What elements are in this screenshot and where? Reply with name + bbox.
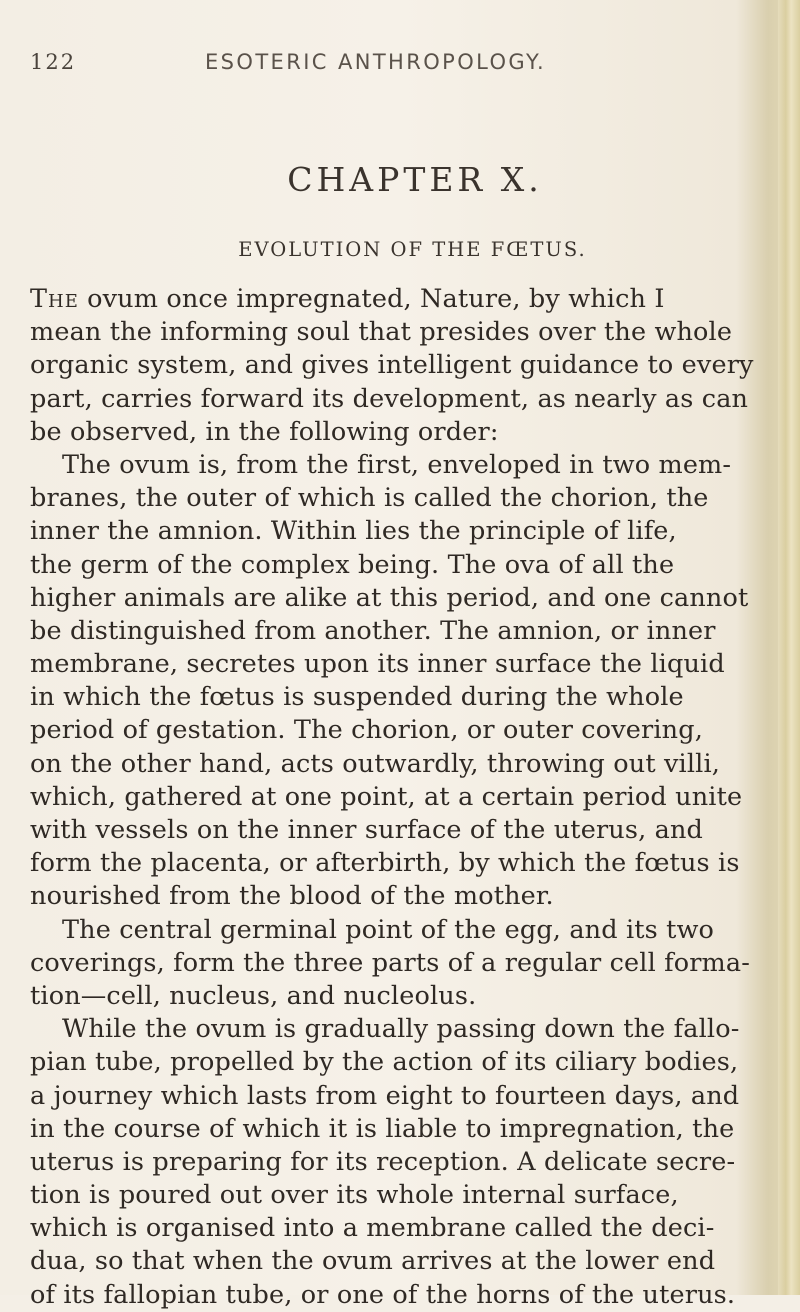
line-text: of its fallopian tube, or one of the horns of the uterus. bbox=[30, 1279, 736, 1310]
line-text: with vessels on the inner surface of the uterus, and bbox=[30, 815, 704, 845]
text-line bbox=[30, 615, 722, 648]
text-line bbox=[30, 648, 725, 681]
text-line bbox=[30, 383, 749, 416]
text-line bbox=[30, 1113, 735, 1146]
line-text: which, gathered at one point, at a certain period unite bbox=[30, 781, 743, 812]
text-line bbox=[30, 947, 751, 980]
text-line bbox=[30, 748, 722, 781]
body-text bbox=[30, 283, 754, 1312]
text-line bbox=[30, 681, 722, 714]
line-text: in the course of which it is liable to impregnation, the bbox=[30, 1113, 735, 1144]
chapter-title: CHAPTER X. bbox=[287, 160, 543, 199]
page-header bbox=[30, 50, 730, 90]
line-text: tion is poured out over its whole internal surface, bbox=[30, 1180, 679, 1211]
text-line bbox=[30, 1046, 739, 1079]
text-line bbox=[30, 582, 749, 615]
line-text: pian tube, propelled by the action of its ciliary bodies, bbox=[30, 1047, 739, 1078]
line-text: be distinguished from another. The amnion, or inner bbox=[30, 615, 716, 646]
drop-word: The bbox=[30, 284, 79, 314]
line-text: The central germinal point of the egg, and its two bbox=[62, 914, 715, 945]
text-line bbox=[30, 515, 722, 548]
text-line bbox=[30, 1013, 740, 1046]
text-line bbox=[30, 349, 754, 382]
line-text: a journey which lasts from eight to fourteen days, and bbox=[30, 1080, 740, 1111]
line-text: on the other hand, acts outwardly, throwing out villi, bbox=[30, 748, 721, 779]
line-text: The ovum is, from the first, enveloped in two mem- bbox=[62, 449, 732, 480]
text-line bbox=[30, 814, 722, 847]
line-text: period of gestation. The chorion, or outer covering, bbox=[30, 715, 703, 746]
text-line bbox=[30, 1179, 722, 1212]
text-line bbox=[30, 416, 722, 449]
line-text: the germ of the complex being. The ova of all the bbox=[30, 549, 675, 580]
text-line bbox=[30, 1245, 722, 1278]
running-head: ESOTERIC ANTHROPOLOGY. bbox=[205, 50, 547, 74]
line-text: tion—cell, nucleus, and nucleolus. bbox=[30, 980, 477, 1011]
chapter-subtitle: EVOLUTION OF THE FŒTUS. bbox=[238, 238, 587, 261]
text-line bbox=[30, 914, 722, 947]
line-text: part, carries forward its development, as nearly as can bbox=[30, 383, 749, 414]
line-text: which is organised into a membrane called the deci- bbox=[30, 1213, 715, 1244]
line-text: organic system, and gives intelligent guidance to every bbox=[30, 350, 754, 381]
text-line bbox=[30, 283, 722, 316]
text-line bbox=[30, 781, 743, 814]
line-text: ovum once impregnated, Nature, by which I bbox=[78, 284, 665, 314]
text-line bbox=[30, 714, 722, 747]
line-text: form the placenta, or afterbirth, by which the fœtus is bbox=[30, 848, 740, 879]
line-text: inner the amnion. Within lies the principle of life, bbox=[30, 516, 677, 547]
text-line bbox=[30, 1080, 740, 1113]
text-line bbox=[30, 1146, 736, 1179]
text-line bbox=[30, 482, 722, 515]
text-line bbox=[30, 880, 722, 913]
line-text: uterus is preparing for its reception. A delicate secre- bbox=[30, 1146, 736, 1177]
line-text: coverings, form the three parts of a regular cell forma- bbox=[30, 947, 751, 978]
page-number: 122 bbox=[30, 50, 77, 74]
line-text: nourished from the blood of the mother. bbox=[30, 881, 554, 912]
text-line bbox=[30, 847, 740, 880]
text-line bbox=[30, 316, 733, 349]
line-text: membrane, secretes upon its inner surface the liquid bbox=[30, 649, 725, 680]
line-text: While the ovum is gradually passing down the fallo- bbox=[62, 1014, 740, 1045]
text-line bbox=[30, 549, 722, 582]
line-text: mean the informing soul that presides over the whole bbox=[30, 317, 733, 348]
line-text: higher animals are alike at this period, and one cannot bbox=[30, 582, 749, 613]
text-line bbox=[30, 1212, 722, 1245]
text-line bbox=[30, 449, 732, 482]
line-text: dua, so that when the ovum arrives at the lower end bbox=[30, 1246, 716, 1277]
line-text: branes, the outer of which is called the chorion, the bbox=[30, 483, 709, 514]
line-text: in which the fœtus is suspended during the whole bbox=[30, 682, 684, 713]
text-line bbox=[30, 980, 722, 1013]
line-text: be observed, in the following order: bbox=[30, 416, 499, 447]
text-line bbox=[30, 1279, 736, 1312]
